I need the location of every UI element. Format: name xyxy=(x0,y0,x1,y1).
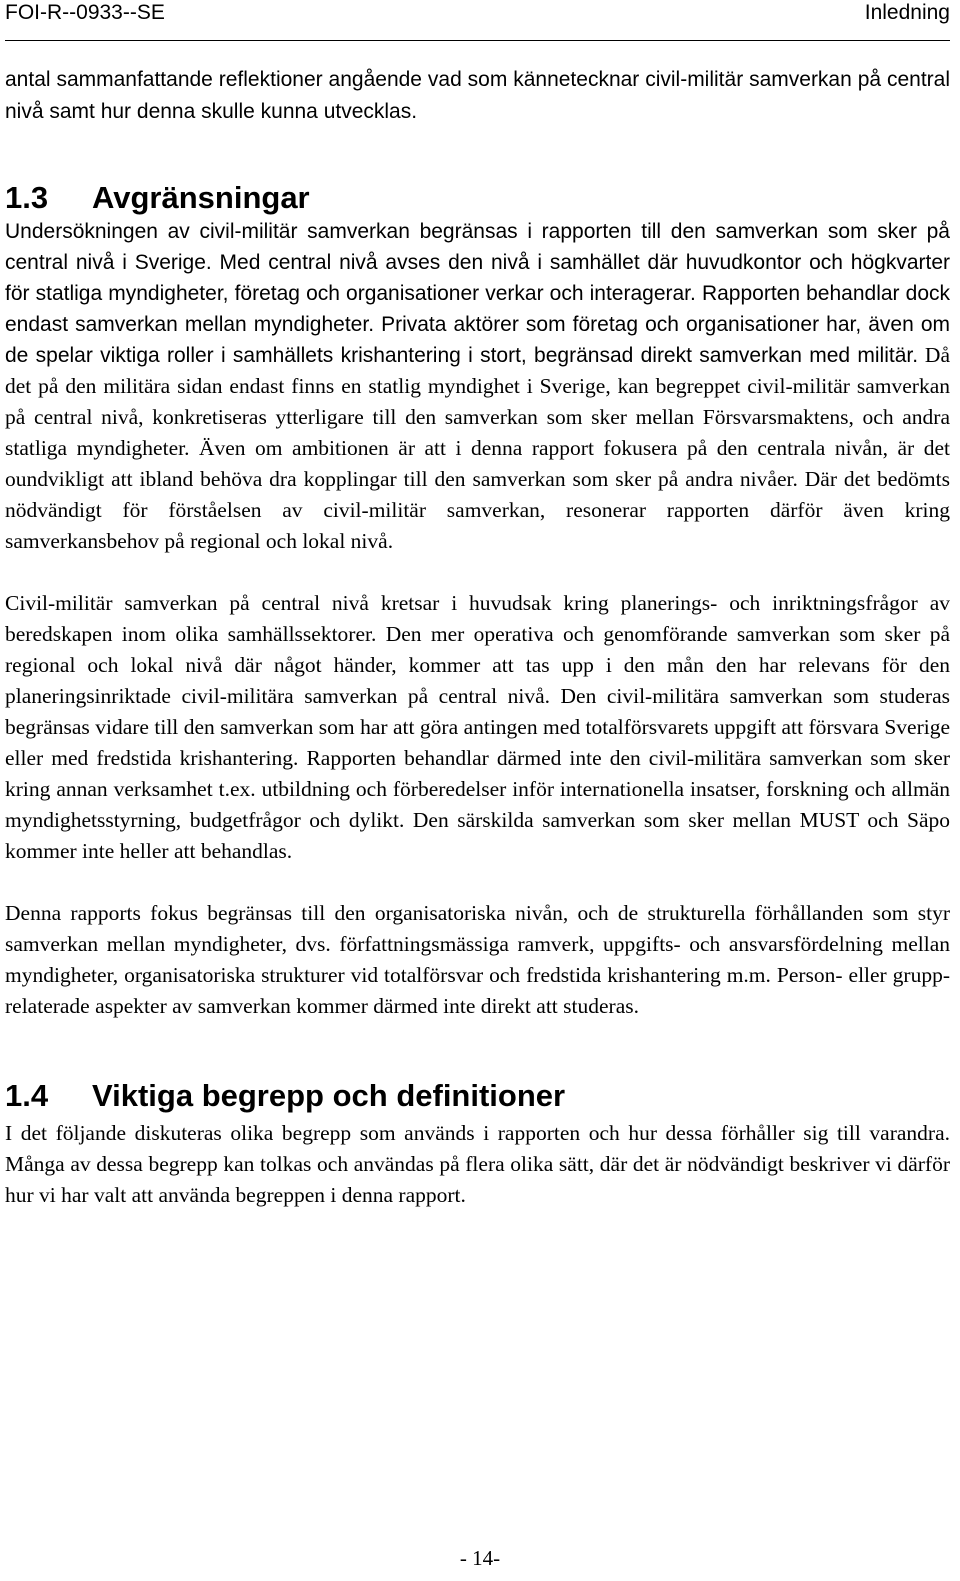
paragraph-sans-part: Undersökningen av civil-militär samverkan begränsas i rapporten till den samverkan som sker på central nivå i Sverige. Med central nivå avses den nivå i samhället där huvudkontor och högkvarter för statliga myndigheter, företag och organisationer verkar och interagerar. Rapporten behandlar dock endast samverkan mellan myndigheter. Privata aktörer som företag och organisationer har, även om de spelar viktiga roller i samhällets krishantering i stort, begränsad direkt samverkan med militär. xyxy=(5,220,950,367)
section-title: Viktiga begrepp och definitioner xyxy=(92,1078,566,1113)
page-header xyxy=(5,0,950,41)
page-content xyxy=(5,64,950,1211)
section-heading-1-3 xyxy=(5,178,950,218)
paragraph-serif-part: Då det på den militära sidan endast finns en statlig myndighet i Sverige, kan begreppet civil-militär samverkan på central nivå, konkretiseras ytterligare till den samverkan som sker mellan Försvarsmaktens, och andra statliga myndigheter. Även om ambitionen är att i denna rapport fokusera på den centrala nivån, är det oundvikligt att ibland behöva dra kopplingar till den samverkan som sker på andra nivåer. Där det bedömts nödvändigt för förståelsen av civil-militär samverkan, resonerar rapporten därför även kring samverkansbehov på regional och lokal nivå. xyxy=(5,343,950,553)
chapter-title: Inledning xyxy=(864,1,950,24)
document-id: FOI-R--0933--SE xyxy=(5,1,165,24)
paragraph-begrepp-1: I det följande diskuteras olika begrepp som används i rapporten och hur dessa förhåller sig till varandra. Många av dessa begrepp kan tolkas och användas på flera olika sätt, där det är nödvändigt beskriver vi därför hur vi har valt att använda begreppen i denna rapport. xyxy=(5,1121,950,1207)
section-title: Avgränsningar xyxy=(92,180,310,215)
intro-paragraph: antal sammanfattande reflektioner angående vad som kännetecknar civil-militär samverkan på central nivå samt hur denna skulle kunna utvecklas. xyxy=(5,68,950,123)
section-heading-1-4 xyxy=(5,1076,950,1116)
paragraph-avgransningar-2: Civil-militär samverkan på central nivå kretsar i huvudsak kring planerings- och inriktningsfrågor av beredskapen inom olika samhällssektorer. Den mer operativa och genomförande samverkan som sker på regional och lokal nivå där något händer, kommer att tas upp i den mån den har relevans för den planeringsinriktade civil-militära samverkan på central nivå. Den civil-militära samverkan som studeras begränsas vidare till den samverkan som har att göra antingen med totalförsvarets uppgift att försvara Sverige eller med fredstida krishantering. Rapporten behandlar därmed inte den civil-militära samverkan som sker kring annan verksamhet t.ex. utbildning och förberedelser inför internationella insatser, forskning och allmän myndighetsstyrning, budgetfrågor och dylikt. Den särskilda samverkan som sker mellan MUST och Säpo kommer inte heller att behandlas. xyxy=(5,591,950,863)
section-number: 1.4 xyxy=(5,1078,49,1113)
section-number: 1.3 xyxy=(5,180,49,215)
paragraph-avgransningar-3: Denna rapports fokus begränsas till den organisatoriska nivån, och de strukturella förhållanden som styr samverkan mellan myndigheter, dvs. författningsmässiga ramverk, uppgifts- och ansvarsfördelning mellan myndigheter, organisatoriska strukturer vid totalförsvar och fredstida krishantering m.m. Person- eller grupp-relaterade aspekter av samverkan kommer därmed inte direkt att studeras. xyxy=(5,901,950,1018)
paragraph-avgransningar-1 xyxy=(5,216,950,557)
page-number: - 14- xyxy=(459,1546,501,1570)
